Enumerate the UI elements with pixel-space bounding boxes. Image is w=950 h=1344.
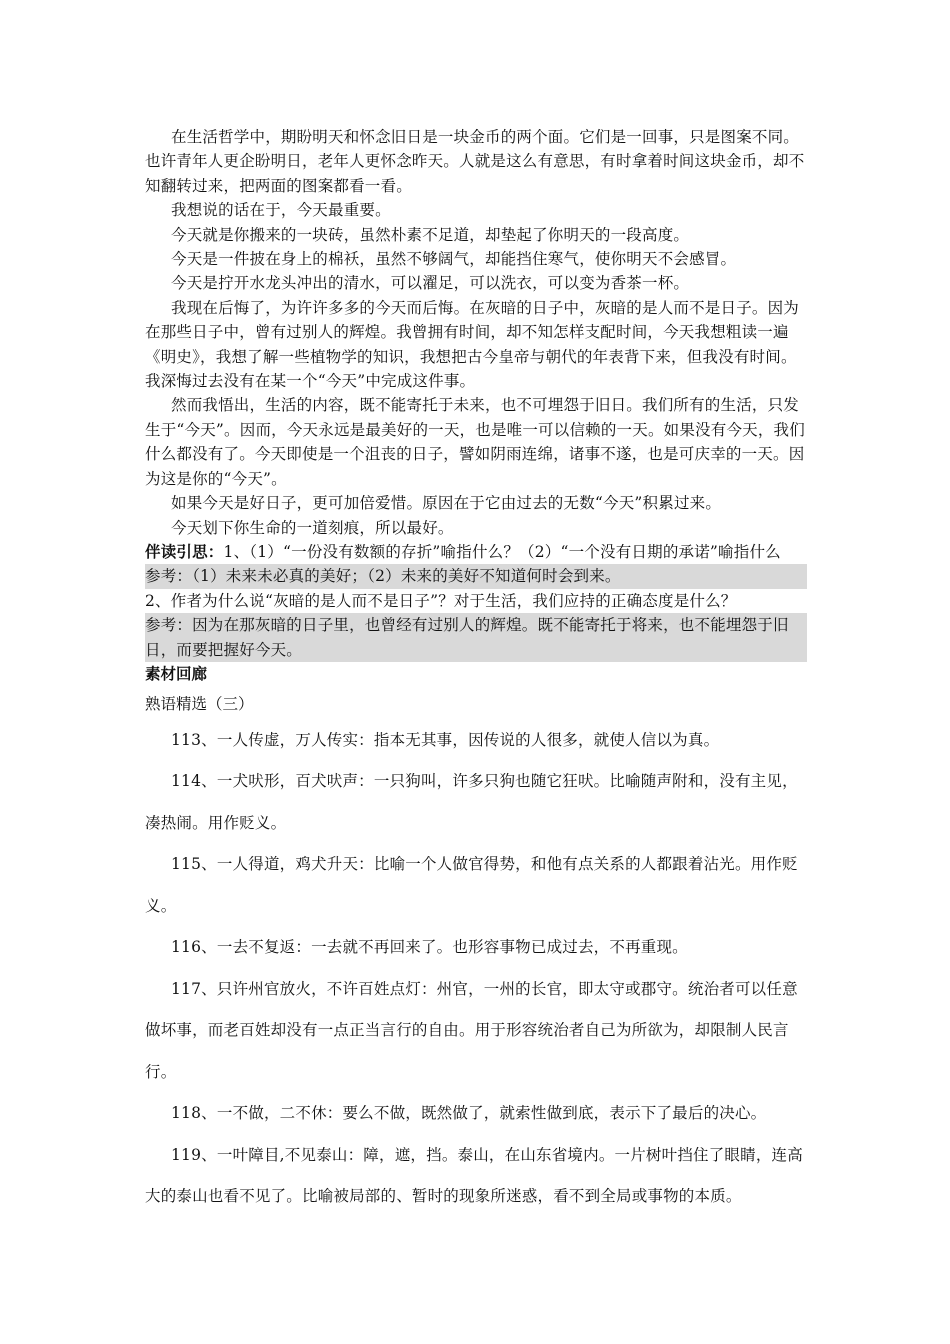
idiom-item: 117、只许州官放火，不许百姓点灯：州官，一州的长官，即太守或郡守。统治者可以任意做坏事，而老百姓却没有一点正当言行的自由。用于形容统治者自己为所欲为，却限制人民言行。 [145,979,798,1081]
material-section [145,662,807,1218]
idiom-item: 114、一犬吠形，百犬吠声：一只狗叫，许多只狗也随它狂吠。比喻随声附和，没有主见，凑热闹。用作贬义。 [145,772,798,832]
idiom-item: 119、一叶障目,不见泰山：障，遮，挡。泰山，在山东省境内。一片树叶挡住了眼睛，连高大的泰山也看不见了。比喻被局部的、暂时的现象所迷惑，看不到全局或事物的本质。 [145,1145,803,1206]
material-heading: 素材回廊 [145,663,208,683]
essay-paragraph: 在生活哲学中，期盼明天和怀念旧日是一块金币的两个面。它们是一回事，只是图案不同。也许青年人更企盼明日，老年人更怀念昨天。人就是这么有意思，有时拿着时间这块金币，却不知翻转过来，把两面的图案都看一看。 [145,128,805,195]
answer-1: 参考：（1）未来未必真的美好；（2）未来的美好不知道何时会到来。 [145,564,807,588]
idiom-item: 113、一人传虚，万人传实：指本无其事，因传说的人很多，就使人信以为真。 [171,730,720,749]
essay-paragraph: 然而我悟出，生活的内容，既不能寄托于未来，也不可埋怨于旧日。我们所有的生活，只发生于“今天”。因而，今天永远是最美好的一天，也是唯一可以信赖的一天。如果没有今天，我们什么都没有了。今天即使是一个沮丧的日子，譬如阴雨连绵，诸事不遂，也是可庆幸的一天。因为这是你的“今天”。 [145,396,805,488]
idiom-item: 116、一去不复返：一去就不再回来了。也形容事物已成过去，不再重现。 [171,938,688,957]
essay-paragraph: 我想说的话在于，今天最重要。 [171,201,391,220]
question-1 [145,540,807,564]
reading-heading: 伴读引思： [145,541,224,561]
idiom-item: 118、一不做，二不休：要么不做，既然做了，就索性做到底，表示下了最后的决心。 [171,1104,767,1123]
essay-paragraph: 今天是一件披在身上的棉袄，虽然不够阔气，却能挡住寒气，使你明天不会感冒。 [171,250,737,269]
reading-guide [145,540,807,662]
question-1-text: 1、（1）“一份没有数额的存折”喻指什么？（2）“一个没有日期的承诺”喻指什么 [223,542,781,561]
idiom-item: 115、一人得道，鸡犬升天：比喻一个人做官得势，和他有点关系的人都跟着沾光。用作贬义。 [145,855,798,915]
essay-paragraph: 今天划下你生命的一道刻痕，所以最好。 [171,518,454,537]
essay-paragraph: 今天是拧开水龙头冲出的清水，可以濯足，可以洗衣，可以变为香茶一杯。 [171,274,690,293]
document-page [145,125,807,1218]
material-subheading: 熟语精选（三） [145,694,254,713]
answer-2: 参考：因为在那灰暗的日子里，也曾经有过别人的辉煌。既不能寄托于将来，也不能埋怨于旧日，而要把握好今天。 [145,613,807,662]
essay-paragraph: 我现在后悔了，为许许多多的今天而后悔。在灰暗的日子中，灰暗的是人而不是日子。因为在那些日子中，曾有过别人的辉煌。我曾拥有时间，却不知怎样支配时间，今天我想粗读一遍《明史》，我想了解一些植物学的知识，我想把古今皇帝与朝代的年表背下来，但我没有时间。我深悔过去没有在某一个“今天”中完成这件事。 [145,298,800,391]
essay-paragraph: 如果今天是好日子，更可加倍爱惜。原因在于它由过去的无数“今天”积累过来。 [171,494,722,513]
essay [145,125,807,540]
question-2: 2、作者为什么说“灰暗的是人而不是日子”？对于生活，我们应持的正确态度是什么？ [145,591,737,610]
essay-paragraph: 今天就是你搬来的一块砖，虽然朴素不足道，却垫起了你明天的一段高度。 [171,225,690,244]
